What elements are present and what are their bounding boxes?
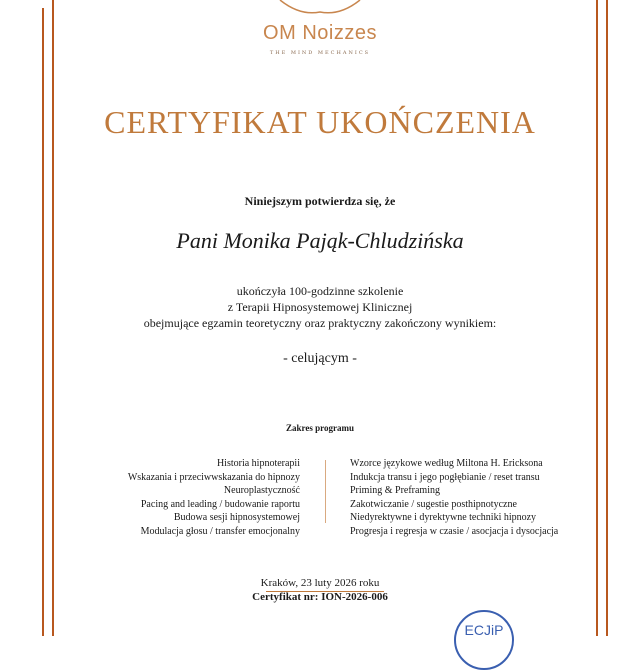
program-item: Pacing and leading / budowanie raportu (140, 498, 300, 510)
program-item: Niedyrektywne i dyrektywne techniki hipnozy (350, 512, 537, 524)
recipient-name: Pani Monika Pająk-Chludzińska (176, 228, 464, 253)
program-item: Zakotwiczanie / sugestie posthipnotyczne (350, 498, 517, 510)
certificate-title: CERTYFIKAT UKOŃCZENIA (104, 104, 536, 140)
body-line-3: obejmujące egzamin teoretyczny oraz praktyczny zakończony wynikiem: (143, 316, 497, 330)
program-divider (325, 460, 326, 523)
brand-tagline: THE MIND MECHANICS (269, 50, 371, 56)
program-item: Modulacja głosu / transfer emocjonalny (140, 525, 300, 537)
certificate-number: Certyfikat nr: ION-2026-006 (252, 591, 388, 603)
intro-text: Niniejszym potwierdza się, że (244, 194, 396, 208)
program-item: Progresja i regresja w czasie / asocjacja i dysocjacja (350, 525, 559, 537)
brand-logo: OM Noizzes (263, 22, 377, 44)
program-item: Budowa sesji hipnosystemowej (173, 512, 300, 524)
place-date: Kraków, 23 luty 2026 roku (260, 577, 380, 589)
result-text: - celującym - (283, 351, 357, 366)
body-line-2: z Terapii Hipnosystemowej Klinicznej (227, 300, 413, 314)
lotus-logo-icon (270, 0, 370, 18)
body-line-1: ukończyła 100-godzinne szkolenie (236, 284, 404, 298)
program-item: Wzorce językowe według Miltona H. Ericksona (350, 458, 543, 469)
program-item: Priming & Preframing (350, 485, 440, 497)
stamp-text: ECJiP (464, 622, 504, 638)
program-item: Wskazania i przeciwwskazania do hipnozy (127, 471, 300, 483)
program-item: Indukcja transu i jego pogłębianie / reset transu (350, 471, 540, 483)
program-item: Neuroplastyczność (223, 485, 300, 497)
program-list-left (128, 457, 300, 539)
program-list-right (350, 457, 558, 539)
program-heading: Zakres programu (286, 423, 354, 433)
quality-stamp (454, 610, 514, 670)
program-item: Historia hipnoterapii (216, 458, 300, 469)
